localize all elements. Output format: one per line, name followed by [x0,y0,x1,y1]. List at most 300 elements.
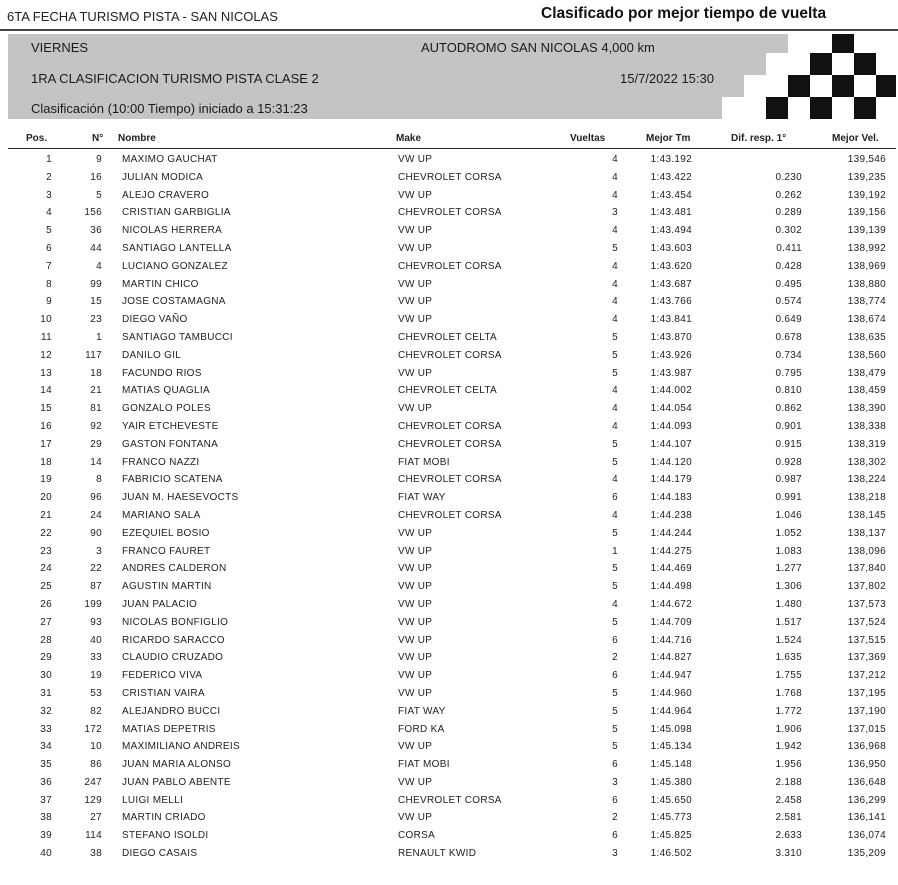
best-speed-cell: 137,515 [847,634,886,646]
driver-name-cell: JUAN PABLO ABENTE [122,776,231,788]
position-cell: 21 [40,509,52,521]
best-time-cell: 1:46.502 [650,848,692,860]
car-number-cell: 22 [90,563,102,575]
position-cell: 36 [40,776,52,788]
best-speed-cell: 138,224 [847,474,886,486]
position-cell: 31 [40,687,52,699]
flag-square [854,97,876,119]
best-speed-cell: 137,015 [847,723,886,735]
car-make-cell: VW UP [398,527,433,539]
laps-cell: 3 [612,207,618,219]
best-time-cell: 1:45.773 [650,812,692,824]
driver-name-cell: AGUSTIN MARTIN [122,581,212,593]
best-time-cell: 1:44.275 [650,545,692,557]
table-row [0,705,898,723]
gap-to-leader-cell: 0.289 [775,207,802,219]
gap-to-leader-cell: 0.862 [775,403,802,415]
best-time-cell: 1:45.098 [650,723,692,735]
laps-cell: 6 [612,634,618,646]
flag-square [722,34,744,53]
driver-name-cell: NICOLAS HERRERA [122,225,223,237]
car-number-cell: 53 [90,687,102,699]
car-make-cell: VW UP [398,545,433,557]
position-cell: 37 [40,794,52,806]
position-cell: 25 [40,581,52,593]
laps-cell: 6 [612,492,618,504]
position-cell: 40 [40,848,52,860]
laps-cell: 4 [612,385,618,397]
laps-cell: 5 [612,438,618,450]
car-number-cell: 29 [90,438,102,450]
gap-to-leader-cell: 0.991 [775,492,802,504]
driver-name-cell: LUCIANO GONZALEZ [122,260,228,272]
best-time-cell: 1:44.002 [650,385,692,397]
driver-name-cell: MARTIN CRIADO [122,812,206,824]
car-make-cell: VW UP [398,634,433,646]
flag-square [766,53,788,75]
laps-cell: 6 [612,794,618,806]
gap-to-leader-cell: 0.649 [775,314,802,326]
table-row [0,687,898,705]
best-speed-cell: 138,674 [847,314,886,326]
table-row [0,847,898,865]
car-make-cell: VW UP [398,741,433,753]
car-make-cell: CHEVROLET CORSA [398,171,502,183]
car-number-cell: 9 [96,154,102,165]
driver-name-cell: MATIAS QUAGLIA [122,385,210,397]
position-cell: 20 [40,492,52,504]
best-time-cell: 1:43.454 [650,189,692,201]
car-number-cell: 24 [90,509,102,521]
gap-to-leader-cell: 0.928 [775,456,802,468]
position-cell: 14 [40,385,52,397]
driver-name-cell: ALEJO CRAVERO [122,189,210,201]
car-number-cell: 87 [90,581,102,593]
car-number-cell: 38 [90,848,102,860]
laps-cell: 4 [612,225,618,237]
header-divider [0,29,898,31]
best-speed-cell: 136,950 [847,759,886,771]
car-make-cell: VW UP [398,367,433,379]
driver-name-cell: FEDERICO VIVA [122,670,203,682]
best-time-cell: 1:43.422 [650,171,692,183]
best-speed-cell: 138,459 [847,385,886,397]
car-number-cell: 117 [85,349,102,361]
car-number-cell: 19 [90,670,102,682]
car-make-cell: VW UP [398,652,433,664]
gap-to-leader-cell: 1.046 [775,509,802,521]
car-number-cell: 18 [90,367,102,379]
laps-cell: 4 [612,509,618,521]
col-header-pos: Pos. [26,133,48,144]
checkered-flag-graphic [722,34,896,119]
car-number-cell: 33 [90,652,102,664]
best-time-cell: 1:44.054 [650,403,692,415]
car-make-cell: CHEVROLET CORSA [398,420,502,432]
driver-name-cell: GONZALO POLES [122,403,211,415]
best-speed-cell: 139,192 [847,189,886,201]
gap-to-leader-cell: 2.188 [775,776,802,788]
car-make-cell: CHEVROLET CORSA [398,349,502,361]
car-number-cell: 81 [90,403,102,415]
driver-name-cell: MARTIN CHICO [122,278,199,290]
position-cell: 6 [46,242,52,254]
best-time-cell: 1:43.481 [650,207,692,219]
flag-square [766,75,788,97]
car-number-cell: 8 [96,474,102,486]
car-make-cell: VW UP [398,812,433,824]
gap-to-leader-cell: 1.635 [775,652,802,664]
best-time-cell: 1:44.107 [650,438,692,450]
best-speed-cell: 137,195 [847,687,886,699]
gap-to-leader-cell: 2.633 [775,830,802,842]
col-header-difference: Dif. resp. 1° [731,133,787,144]
session-start-info: Clasificación (10:00 Tiempo) iniciado a 15:31:23 [31,101,308,116]
table-row [0,562,898,580]
best-time-cell: 1:44.827 [650,652,692,664]
table-row [0,829,898,847]
best-speed-cell: 135,209 [847,848,886,860]
car-make-cell: CHEVROLET CORSA [398,260,502,272]
driver-name-cell: MAXIMO GAUCHAT [122,154,218,165]
best-time-cell: 1:44.183 [650,492,692,504]
laps-cell: 2 [612,652,618,664]
flag-square [788,97,810,119]
table-header [0,133,898,147]
driver-name-cell: FRANCO FAURET [122,545,211,557]
best-speed-cell: 137,573 [847,598,886,610]
gap-to-leader-cell: 0.810 [775,385,802,397]
flag-square [766,97,788,119]
car-number-cell: 16 [90,171,102,183]
car-make-cell: FIAT WAY [398,705,446,717]
car-make-cell: FIAT MOBI [398,759,450,771]
best-speed-cell: 138,479 [847,367,886,379]
best-time-cell: 1:43.603 [650,242,692,254]
col-header-best-time: Mejor Tm [646,133,691,144]
best-speed-cell: 137,524 [847,616,886,628]
car-number-cell: 4 [96,260,102,272]
gap-to-leader-cell: 1.906 [775,723,802,735]
position-cell: 19 [40,474,52,486]
best-speed-cell: 136,074 [847,830,886,842]
table-row [0,723,898,741]
car-make-cell: CHEVROLET CORSA [398,207,502,219]
laps-cell: 4 [612,171,618,183]
laps-cell: 4 [612,260,618,272]
car-number-cell: 15 [90,296,102,308]
laps-cell: 5 [612,527,618,539]
best-time-cell: 1:45.134 [650,741,692,753]
best-time-cell: 1:45.650 [650,794,692,806]
driver-name-cell: GASTON FONTANA [122,438,219,450]
flag-square [744,75,766,97]
flag-square [788,53,810,75]
driver-name-cell: STEFANO ISOLDI [122,830,209,842]
car-make-cell: CHEVROLET CORSA [398,474,502,486]
gap-to-leader-cell: 1.755 [775,670,802,682]
position-cell: 33 [40,723,52,735]
table-row [0,367,898,385]
gap-to-leader-cell: 1.768 [775,687,802,699]
table-row [0,527,898,545]
best-speed-cell: 138,145 [847,509,886,521]
position-cell: 15 [40,403,52,415]
session-info-panel [8,34,896,119]
table-row [0,224,898,242]
laps-cell: 4 [612,154,618,165]
car-number-cell: 23 [90,314,102,326]
position-cell: 12 [40,349,52,361]
position-cell: 38 [40,812,52,824]
col-header-number: N° [92,133,104,144]
table-row [0,491,898,509]
gap-to-leader-cell: 1.772 [775,705,802,717]
session-day: VIERNES [31,40,89,55]
position-cell: 2 [46,171,52,183]
gap-to-leader-cell: 1.052 [775,527,802,539]
driver-name-cell: JOSE COSTAMAGNA [122,296,226,308]
driver-name-cell: DIEGO CASAIS [122,848,198,860]
car-number-cell: 44 [90,242,102,254]
car-make-cell: VW UP [398,225,433,237]
car-number-cell: 1 [96,331,102,343]
table-row [0,153,898,171]
laps-cell: 5 [612,741,618,753]
car-make-cell: VW UP [398,581,433,593]
table-row [0,206,898,224]
car-make-cell: VW UP [398,403,433,415]
flag-square [810,75,832,97]
gap-to-leader-cell: 3.310 [775,848,802,860]
flag-square [810,97,832,119]
car-number-cell: 90 [90,527,102,539]
position-cell: 11 [41,331,52,343]
gap-to-leader-cell: 1.942 [775,741,802,753]
laps-cell: 4 [612,474,618,486]
laps-cell: 4 [612,403,618,415]
col-header-laps: Vueltas [570,133,606,144]
best-speed-cell: 139,139 [847,225,886,237]
position-cell: 18 [40,456,52,468]
table-row [0,616,898,634]
car-number-cell: 172 [84,723,102,735]
car-number-cell: 99 [90,278,102,290]
position-cell: 24 [40,563,52,575]
position-cell: 29 [40,652,52,664]
car-make-cell: VW UP [398,670,433,682]
car-make-cell: VW UP [398,296,433,308]
best-time-cell: 1:43.687 [650,278,692,290]
driver-name-cell: MATIAS DEPETRIS [122,723,216,735]
car-number-cell: 14 [90,456,102,468]
gap-to-leader-cell: 0.302 [775,225,802,237]
driver-name-cell: CRISTIAN GARBIGLIA [122,207,231,219]
best-speed-cell: 138,302 [847,456,886,468]
flag-square [832,75,854,97]
position-cell: 27 [40,616,52,628]
car-make-cell: FORD KA [398,723,445,735]
driver-name-cell: RICARDO SARACCO [122,634,225,646]
position-cell: 4 [46,207,52,219]
car-make-cell: VW UP [398,314,433,326]
best-speed-cell: 138,774 [847,296,886,308]
best-time-cell: 1:44.716 [650,634,692,646]
best-time-cell: 1:43.494 [650,225,692,237]
flag-square [832,97,854,119]
car-make-cell: VW UP [398,687,433,699]
flag-square [810,53,832,75]
car-number-cell: 156 [84,207,102,219]
laps-cell: 5 [612,616,618,628]
best-time-cell: 1:43.766 [650,296,692,308]
gap-to-leader-cell: 2.458 [775,794,802,806]
best-speed-cell: 139,235 [847,171,886,183]
table-row [0,384,898,402]
laps-cell: 5 [612,581,618,593]
position-cell: 39 [40,830,52,842]
position-cell: 22 [40,527,52,539]
best-time-cell: 1:43.926 [650,349,692,361]
driver-name-cell: DANILO GIL [122,349,182,361]
gap-to-leader-cell: 0.901 [775,420,802,432]
best-speed-cell: 136,299 [847,794,886,806]
best-time-cell: 1:43.620 [650,260,692,272]
laps-cell: 5 [612,705,618,717]
driver-name-cell: MAXIMILIANO ANDREIS [122,741,240,753]
laps-cell: 5 [612,331,618,343]
car-make-cell: VW UP [398,189,433,201]
best-speed-cell: 137,840 [847,563,886,575]
best-speed-cell: 138,969 [847,260,886,272]
results-table [0,153,898,865]
table-row [0,758,898,776]
flag-square [854,34,876,53]
report-header [0,0,898,30]
laps-cell: 4 [612,314,618,326]
position-cell: 10 [40,314,52,326]
best-speed-cell: 139,156 [847,207,886,219]
position-cell: 26 [40,598,52,610]
driver-name-cell: FRANCO NAZZI [122,456,200,468]
position-cell: 28 [40,634,52,646]
laps-cell: 4 [612,420,618,432]
car-number-cell: 36 [90,225,102,237]
best-speed-cell: 137,369 [847,652,886,664]
best-speed-cell: 138,319 [847,438,886,450]
best-speed-cell: 138,560 [847,349,886,361]
table-row [0,794,898,812]
gap-to-leader-cell: 0.262 [775,189,802,201]
gap-to-leader-cell: 1.306 [775,581,802,593]
best-time-cell: 1:44.238 [650,509,692,521]
best-time-cell: 1:44.244 [650,527,692,539]
flag-square [722,53,744,75]
position-cell: 5 [46,225,52,237]
gap-to-leader-cell: 2.581 [775,812,802,824]
car-make-cell: CHEVROLET CELTA [398,331,497,343]
gap-to-leader-cell: 0.574 [775,296,802,308]
gap-to-leader-cell: 0.495 [775,278,802,290]
laps-cell: 5 [612,367,618,379]
table-header-divider [8,148,896,149]
flag-square [876,97,896,119]
table-row [0,473,898,491]
table-row [0,651,898,669]
car-number-cell: 5 [96,189,102,201]
car-make-cell: RENAULT KWID [398,848,477,860]
driver-name-cell: EZEQUIEL BOSIO [122,527,210,539]
laps-cell: 4 [612,598,618,610]
car-make-cell: VW UP [398,563,433,575]
car-make-cell: VW UP [398,598,433,610]
table-row [0,295,898,313]
best-speed-cell: 136,141 [847,812,886,824]
gap-to-leader-cell: 0.230 [775,171,802,183]
position-cell: 17 [40,438,52,450]
gap-to-leader-cell: 0.915 [775,438,802,450]
best-time-cell: 1:44.120 [650,456,692,468]
laps-cell: 3 [612,776,618,788]
position-cell: 9 [46,296,52,308]
best-time-cell: 1:45.380 [650,776,692,788]
best-speed-cell: 139,546 [847,154,886,165]
car-number-cell: 40 [90,634,102,646]
gap-to-leader-cell: 1.480 [775,598,802,610]
best-time-cell: 1:45.148 [650,759,692,771]
gap-to-leader-cell: 0.987 [775,474,802,486]
flag-square [810,34,832,53]
position-cell: 13 [40,367,52,379]
laps-cell: 4 [612,278,618,290]
driver-name-cell: YAIR ETCHEVESTE [122,420,219,432]
flag-square [722,75,744,97]
car-make-cell: FIAT MOBI [398,456,450,468]
best-speed-cell: 136,968 [847,741,886,753]
table-row [0,171,898,189]
best-time-cell: 1:43.870 [650,331,692,343]
car-make-cell: VW UP [398,154,433,165]
best-speed-cell: 137,802 [847,581,886,593]
driver-name-cell: SANTIAGO TAMBUCCI [122,331,233,343]
col-header-name: Nombre [118,133,156,144]
laps-cell: 5 [612,723,618,735]
gap-to-leader-cell: 1.277 [775,563,802,575]
position-cell: 32 [40,705,52,717]
laps-cell: 5 [612,456,618,468]
table-row [0,580,898,598]
table-row [0,669,898,687]
gap-to-leader-cell: 0.734 [775,349,802,361]
table-row [0,456,898,474]
best-time-cell: 1:44.960 [650,687,692,699]
driver-name-cell: FABRICIO SCATENA [122,474,223,486]
car-make-cell: CHEVROLET CORSA [398,509,502,521]
best-time-cell: 1:44.498 [650,581,692,593]
report-subtitle: Clasificado por mejor tiempo de vuelta [541,5,827,22]
position-cell: 16 [40,420,52,432]
car-number-cell: 129 [84,794,102,806]
driver-name-cell: CLAUDIO CRUZADO [122,652,224,664]
car-number-cell: 93 [90,616,102,628]
laps-cell: 5 [612,563,618,575]
car-make-cell: CHEVROLET CORSA [398,438,502,450]
car-make-cell: VW UP [398,776,433,788]
table-row [0,189,898,207]
driver-name-cell: JUAN MARIA ALONSO [122,759,232,771]
car-number-cell: 199 [84,598,102,610]
flag-square [854,53,876,75]
